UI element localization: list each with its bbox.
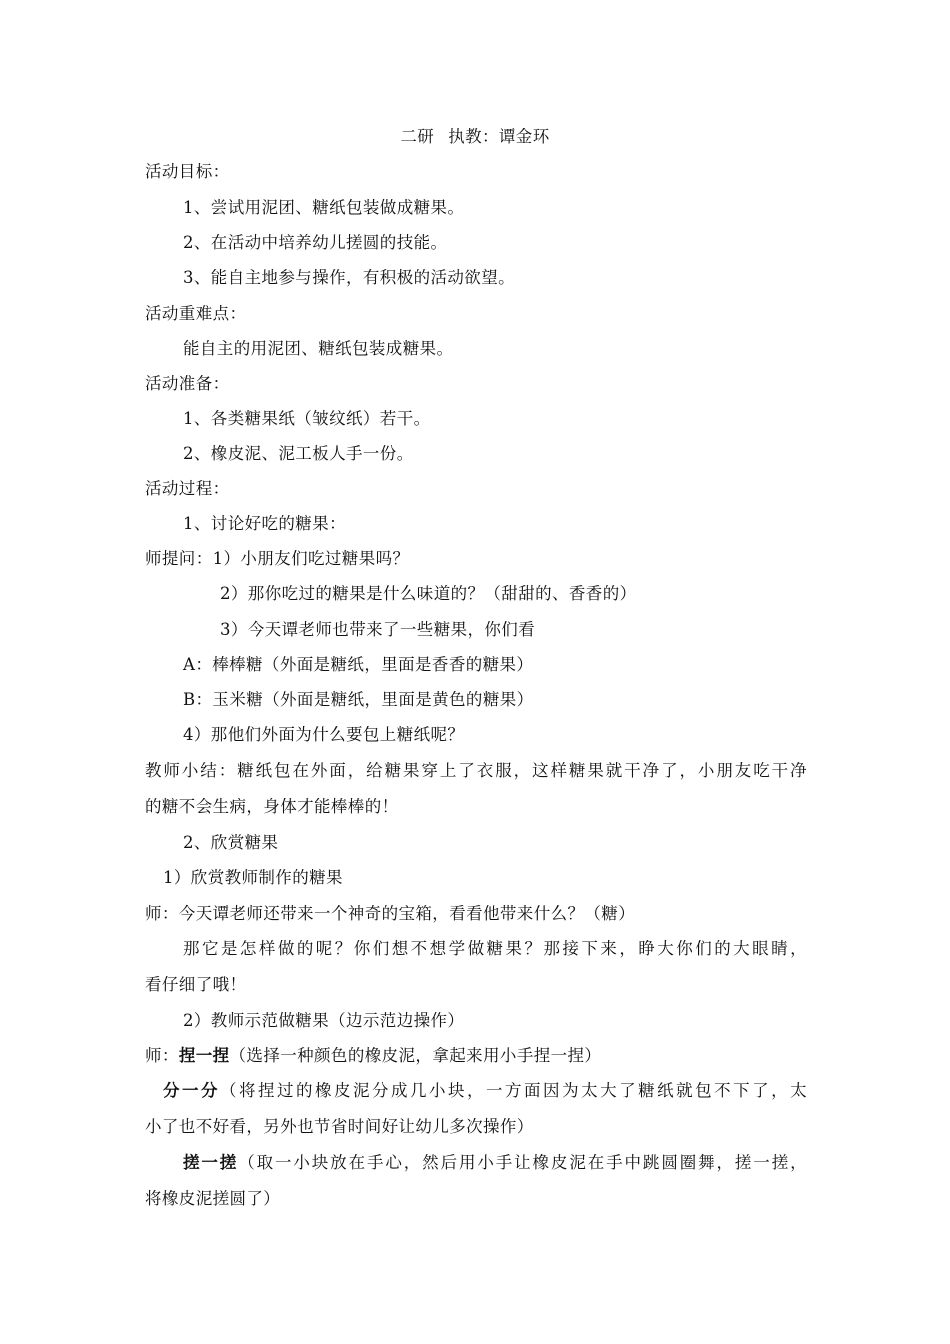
answer-b: B：玉米糖（外面是糖纸，里面是黄色的糖果） — [183, 690, 534, 709]
split-text-1: （将捏过的橡皮泥分成几小块，一方面因为太大了糖纸就包不下了，太 — [220, 1081, 807, 1100]
split-label: 分一分 — [163, 1081, 221, 1100]
pinch-text: （选择一种颜色的橡皮泥，拿起来用小手捏一捏） — [229, 1046, 602, 1065]
answer-a: A：棒棒糖（外面是糖纸，里面是香香的糖果） — [183, 655, 534, 674]
key-points-text: 能自主的用泥团、糖纸包装成糖果。 — [183, 339, 454, 358]
roll-line-2: 将橡皮泥搓圆了） — [145, 1189, 281, 1208]
step2-title: 2、欣赏糖果 — [183, 833, 279, 852]
process-heading: 活动过程： — [145, 479, 230, 498]
teacher-line-1: 师：今天谭老师还带来一个神奇的宝箱，看看他带来什么？（糖） — [145, 904, 636, 923]
pinch-label: 捏一捏 — [178, 1046, 230, 1065]
goals-heading: 活动目标： — [145, 162, 230, 181]
question-4: 4）那他们外面为什么要包上糖纸呢？ — [183, 725, 465, 744]
step2-sub-2: 2）教师示范做糖果（边示范边操作） — [183, 1011, 465, 1030]
step2-sub-1: 1）欣赏教师制作的糖果 — [163, 868, 343, 887]
key-points-heading: 活动重难点： — [145, 304, 247, 323]
goal-item-1: 1、尝试用泥团、糖纸包装做成糖果。 — [183, 198, 465, 217]
goal-item-2: 2、在活动中培养幼儿搓圆的技能。 — [183, 233, 448, 252]
preparation-item-2: 2、橡皮泥、泥工板人手一份。 — [183, 444, 414, 463]
roll-label: 搓一搓 — [183, 1153, 239, 1172]
teacher-line-2b: 看仔细了哦！ — [145, 975, 247, 994]
teacher-line-2a: 那它是怎样做的呢？你们想不想学做糖果？那接下来，睁大你们的大眼睛， — [183, 939, 807, 958]
preparation-item-1: 1、各类糖果纸（皱纹纸）若干。 — [183, 409, 431, 428]
split-line-1 — [163, 1080, 807, 1102]
step1-title: 1、讨论好吃的糖果： — [183, 514, 346, 533]
split-line-2: 小了也不好看，另外也节省时间好让幼儿多次操作） — [145, 1117, 534, 1136]
question-1 — [145, 548, 409, 570]
teacher-summary-line-1: 教师小结：糖纸包在外面，给糖果穿上了衣服，这样糖果就干净了，小朋友吃干净 — [145, 761, 807, 780]
question-1-text: 1）小朋友们吃过糖果吗？ — [212, 549, 410, 568]
pinch-prefix: 师： — [145, 1046, 179, 1065]
question-prefix: 师提问： — [145, 549, 213, 568]
pinch-line — [145, 1045, 601, 1067]
roll-text-1: （取一小块放在手心，然后用小手让橡皮泥在手中跳圆圈舞，搓一搓， — [238, 1153, 808, 1172]
preparation-heading: 活动准备： — [145, 374, 230, 393]
title-right: 执教：谭金环 — [448, 127, 550, 146]
document-title — [0, 126, 950, 148]
goal-item-3: 3、能自主地参与操作，有积极的活动欲望。 — [183, 268, 515, 287]
question-3: 3）今天谭老师也带来了一些糖果，你们看 — [220, 620, 536, 639]
title-left: 二研 — [400, 127, 435, 146]
question-2: 2）那你吃过的糖果是什么味道的？（甜甜的、香香的） — [220, 584, 637, 603]
teacher-summary-line-2: 的糖不会生病，身体才能棒棒的！ — [145, 797, 399, 816]
roll-line-1 — [183, 1152, 807, 1174]
